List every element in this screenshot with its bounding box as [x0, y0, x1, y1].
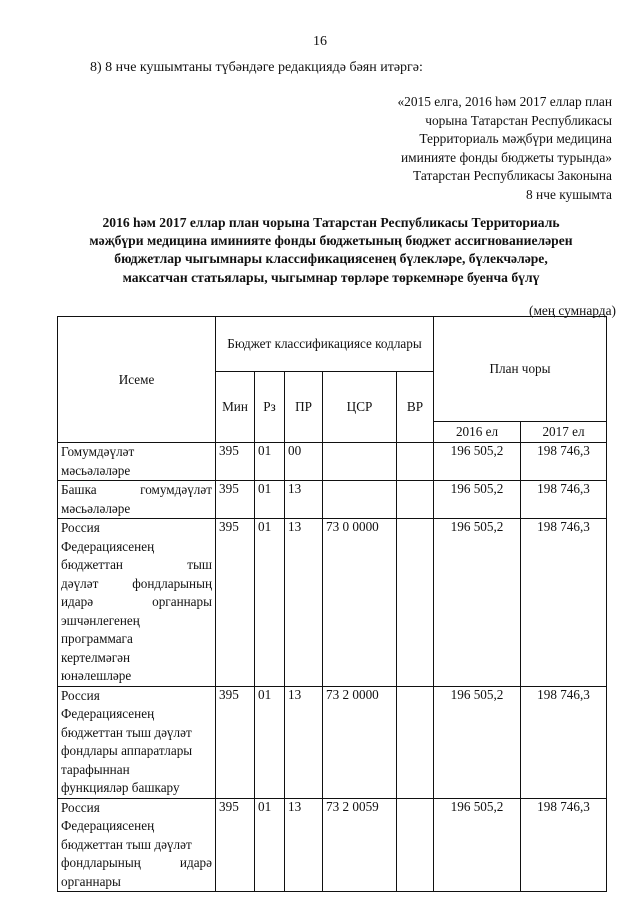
- cell-csr: 73 2 0059: [323, 798, 397, 892]
- cell-2016: 196 505,2: [434, 481, 521, 519]
- cell-min: 395: [216, 519, 255, 687]
- instruction-text: 8) 8 нче кушымтаны түбәндәге редакциядә бәян итәргә:: [90, 60, 423, 75]
- cell-vr: [397, 443, 434, 481]
- appendix-reference: [397, 93, 612, 205]
- appendix-line: Татарстан Республикасы Законына: [413, 168, 612, 184]
- cell-min: 395: [216, 481, 255, 519]
- row-name: Россия Федерациясенең бюджеттан тыш дәүләт фондларының идарә органнары: [58, 798, 216, 892]
- cell-min: 395: [216, 443, 255, 481]
- cell-min: 395: [216, 798, 255, 892]
- table-row: [58, 443, 607, 481]
- row-name: Башка гомумдәүләт мәсьәләләре: [58, 481, 216, 519]
- title-line: 2016 һәм 2017 еллар план чорына Татарстан Республикасы Территориаль: [102, 215, 560, 230]
- cell-min: 395: [216, 686, 255, 798]
- table-row: [58, 798, 607, 892]
- cell-csr: [323, 443, 397, 481]
- cell-2016: 196 505,2: [434, 519, 521, 687]
- row-name: Россия Федерациясенең бюджеттан тыш дәүләт фондлары аппаратлары тарафыннан функцияләр башкару: [58, 686, 216, 798]
- units-note: (мең сумнарда): [529, 303, 616, 318]
- cell-rz: 01: [255, 443, 285, 481]
- header-2016: 2016 ел: [434, 422, 521, 443]
- cell-rz: 01: [255, 686, 285, 798]
- cell-vr: [397, 686, 434, 798]
- cell-rz: 01: [255, 798, 285, 892]
- document-title: [58, 214, 604, 287]
- cell-pr: 13: [285, 686, 323, 798]
- cell-vr: [397, 798, 434, 892]
- appendix-line: 8 нче кушымта: [526, 186, 612, 202]
- cell-2016: 196 505,2: [434, 443, 521, 481]
- header-2017: 2017 ел: [521, 422, 607, 443]
- header-csr: ЦСР: [323, 372, 397, 443]
- table-row: [58, 519, 607, 687]
- header-vr: ВР: [397, 372, 434, 443]
- appendix-line: чорына Татарстан Республикасы: [425, 112, 612, 128]
- appendix-line: «2015 елга, 2016 һәм 2017 еллар план: [397, 94, 612, 109]
- page-number: 16: [313, 34, 327, 49]
- table-row: [58, 686, 607, 798]
- cell-csr: 73 2 0000: [323, 686, 397, 798]
- appendix-line: иминияте фонды бюджеты турында»: [401, 149, 612, 165]
- header-rz: Рз: [255, 372, 285, 443]
- title-line: бюджетлар чыгымнары классификациясенең бүлекләре, бүлекчәләре,: [114, 251, 548, 267]
- header-pr: ПР: [285, 372, 323, 443]
- cell-rz: 01: [255, 481, 285, 519]
- cell-pr: 00: [285, 443, 323, 481]
- cell-csr: [323, 481, 397, 519]
- cell-2016: 196 505,2: [434, 798, 521, 892]
- cell-2017: 198 746,3: [521, 686, 607, 798]
- cell-pr: 13: [285, 519, 323, 687]
- cell-2017: 198 746,3: [521, 481, 607, 519]
- row-name: Гомумдәүләт мәсьәләләре: [58, 443, 216, 481]
- budget-table: [57, 316, 607, 892]
- title-line: мәҗбүри медицина иминияте фонды бюджетының бюджет ассигнованиеләрен: [89, 233, 573, 249]
- title-line: максатчан статьялары, чыгымнар төрләре төркемнәре буенча бүлү: [122, 269, 540, 285]
- header-classification: Бюджет классификациясе кодлары: [216, 317, 434, 372]
- cell-2016: 196 505,2: [434, 686, 521, 798]
- cell-2017: 198 746,3: [521, 443, 607, 481]
- cell-2017: 198 746,3: [521, 798, 607, 892]
- header-plan: План чоры: [434, 317, 607, 422]
- cell-rz: 01: [255, 519, 285, 687]
- table-row: [58, 481, 607, 519]
- header-min: Мин: [216, 372, 255, 443]
- cell-vr: [397, 519, 434, 687]
- appendix-line: Территориаль мәҗбүри медицина: [419, 131, 612, 147]
- cell-2017: 198 746,3: [521, 519, 607, 687]
- header-name: Исеме: [58, 317, 216, 443]
- cell-csr: 73 0 0000: [323, 519, 397, 687]
- cell-pr: 13: [285, 481, 323, 519]
- cell-vr: [397, 481, 434, 519]
- cell-pr: 13: [285, 798, 323, 892]
- row-name: Россия Федерациясенең бюджеттан тыш дәүләт фондларының идарә органнары эшчәнлегенең программага кертелмәгән юнәлешләре: [58, 519, 216, 687]
